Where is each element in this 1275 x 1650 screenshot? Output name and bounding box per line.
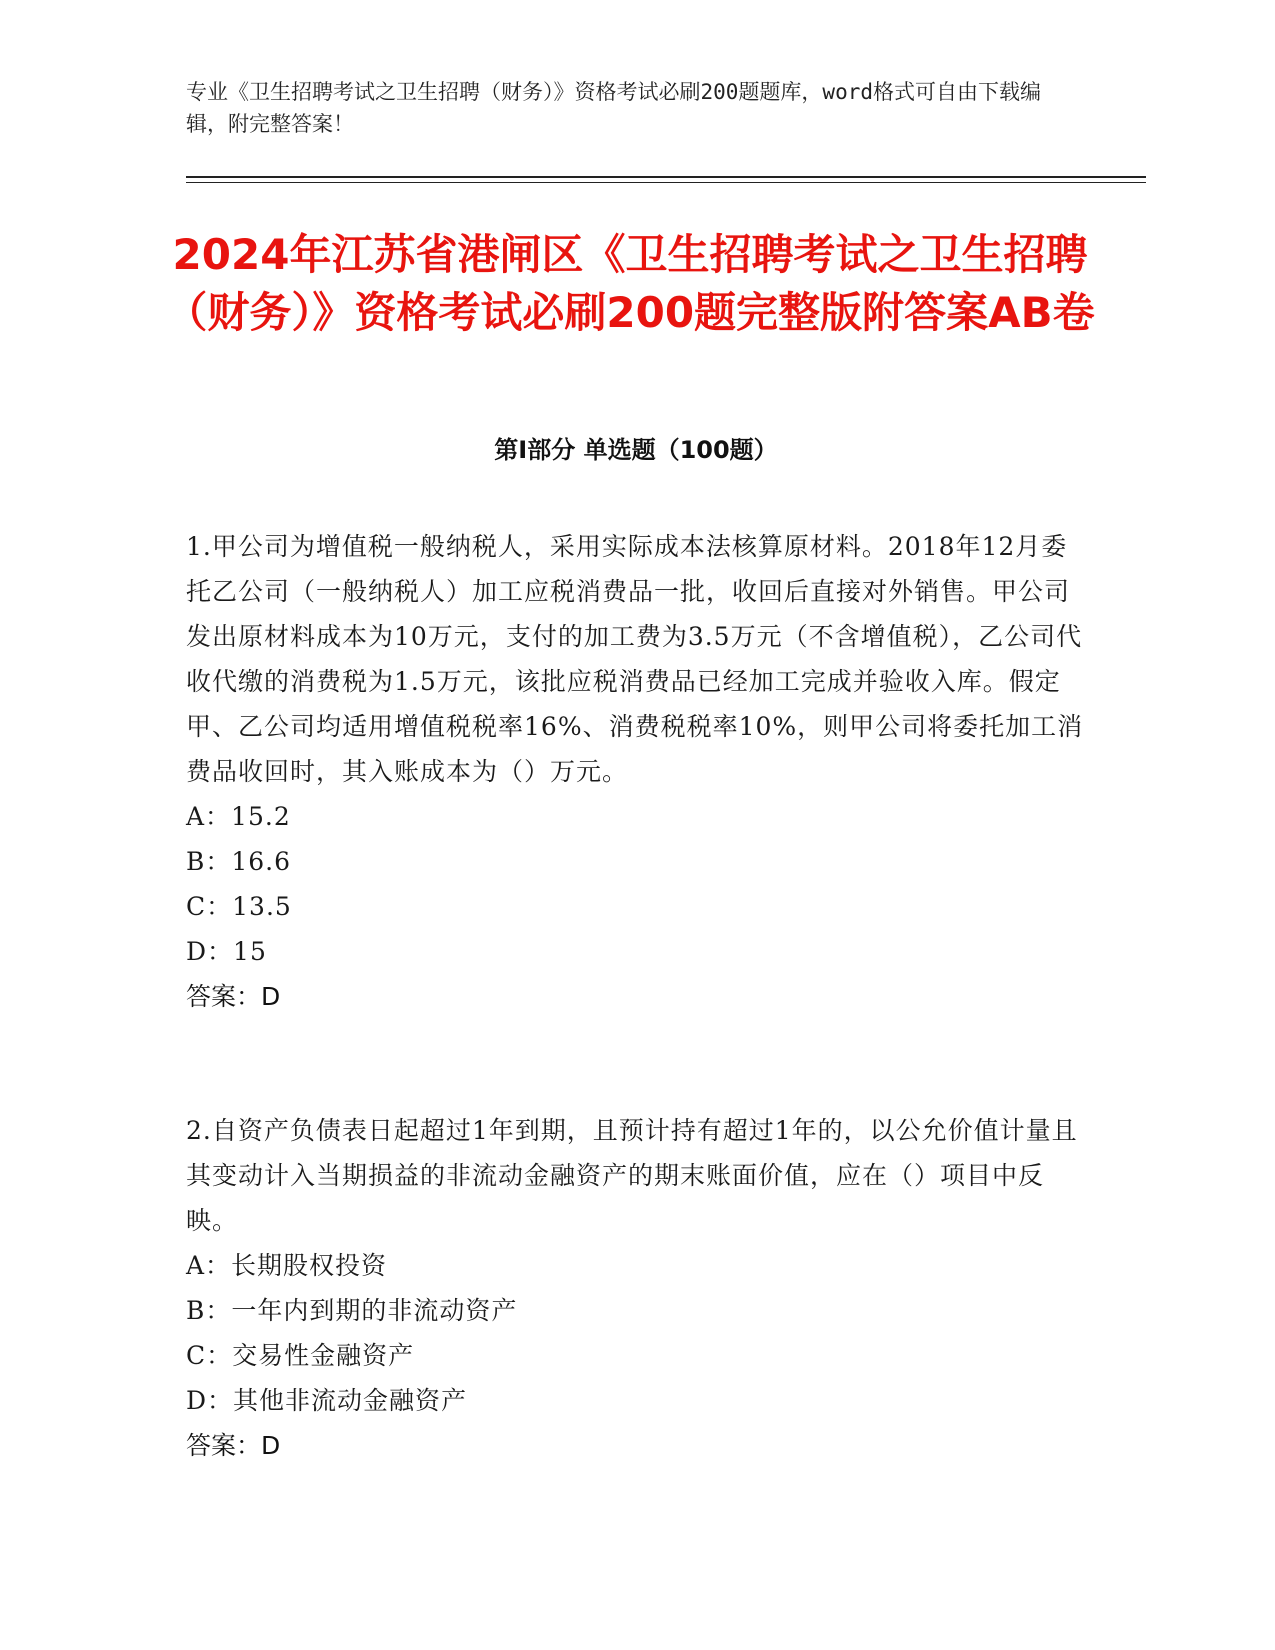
option-a: A：15.2 [186, 802, 291, 831]
answer: 答案：D [186, 1431, 281, 1460]
option-a: A：长期股权投资 [186, 1251, 388, 1280]
option-c: C：13.5 [186, 892, 292, 921]
header-divider-thick [186, 176, 1146, 178]
header-divider-thin [186, 182, 1146, 183]
option-b: B：一年内到期的非流动资产 [186, 1296, 518, 1325]
question-2 [186, 1108, 1086, 1468]
question-stem: 2.自资产负债表日起超过1年到期，且预计持有超过1年的，以公允价值计量且其变动计入当期损益的非流动金融资产的期末账面价值，应在（）项目中反映。 [186, 1116, 1078, 1235]
option-d: D：其他非流动金融资产 [186, 1386, 468, 1415]
question-1 [186, 524, 1086, 1019]
option-b: B：16.6 [186, 847, 292, 876]
answer: 答案：D [186, 982, 281, 1011]
option-d: D：15 [186, 937, 267, 966]
section-title: 第I部分 单选题（100题） [494, 436, 778, 464]
header-note: 专业《卫生招聘考试之卫生招聘（财务）》资格考试必刷200题题库，word格式可自由下载编辑，附完整答案！ [186, 80, 1041, 136]
document-title: 2024年江苏省港闸区《卫生招聘考试之卫生招聘（财务）》资格考试必刷200题完整版附答案AB卷 [165, 230, 1095, 337]
option-c: C：交易性金融资产 [186, 1341, 415, 1370]
question-stem: 1.甲公司为增值税一般纳税人，采用实际成本法核算原材料。2018年12月委托乙公司（一般纳税人）加工应税消费品一批，收回后直接对外销售。甲公司发出原材料成本为10万元，支付的加工费为3.5万元（不含增值税），乙公司代收代缴的消费税为1.5万元，该批应税消费品已经加工完成并验收入库。假定甲、乙公司均适用增值税税率16%、消费税税率10%，则甲公司将委托加工消费品收回时，其入账成本为（）万元。 [186, 532, 1084, 786]
